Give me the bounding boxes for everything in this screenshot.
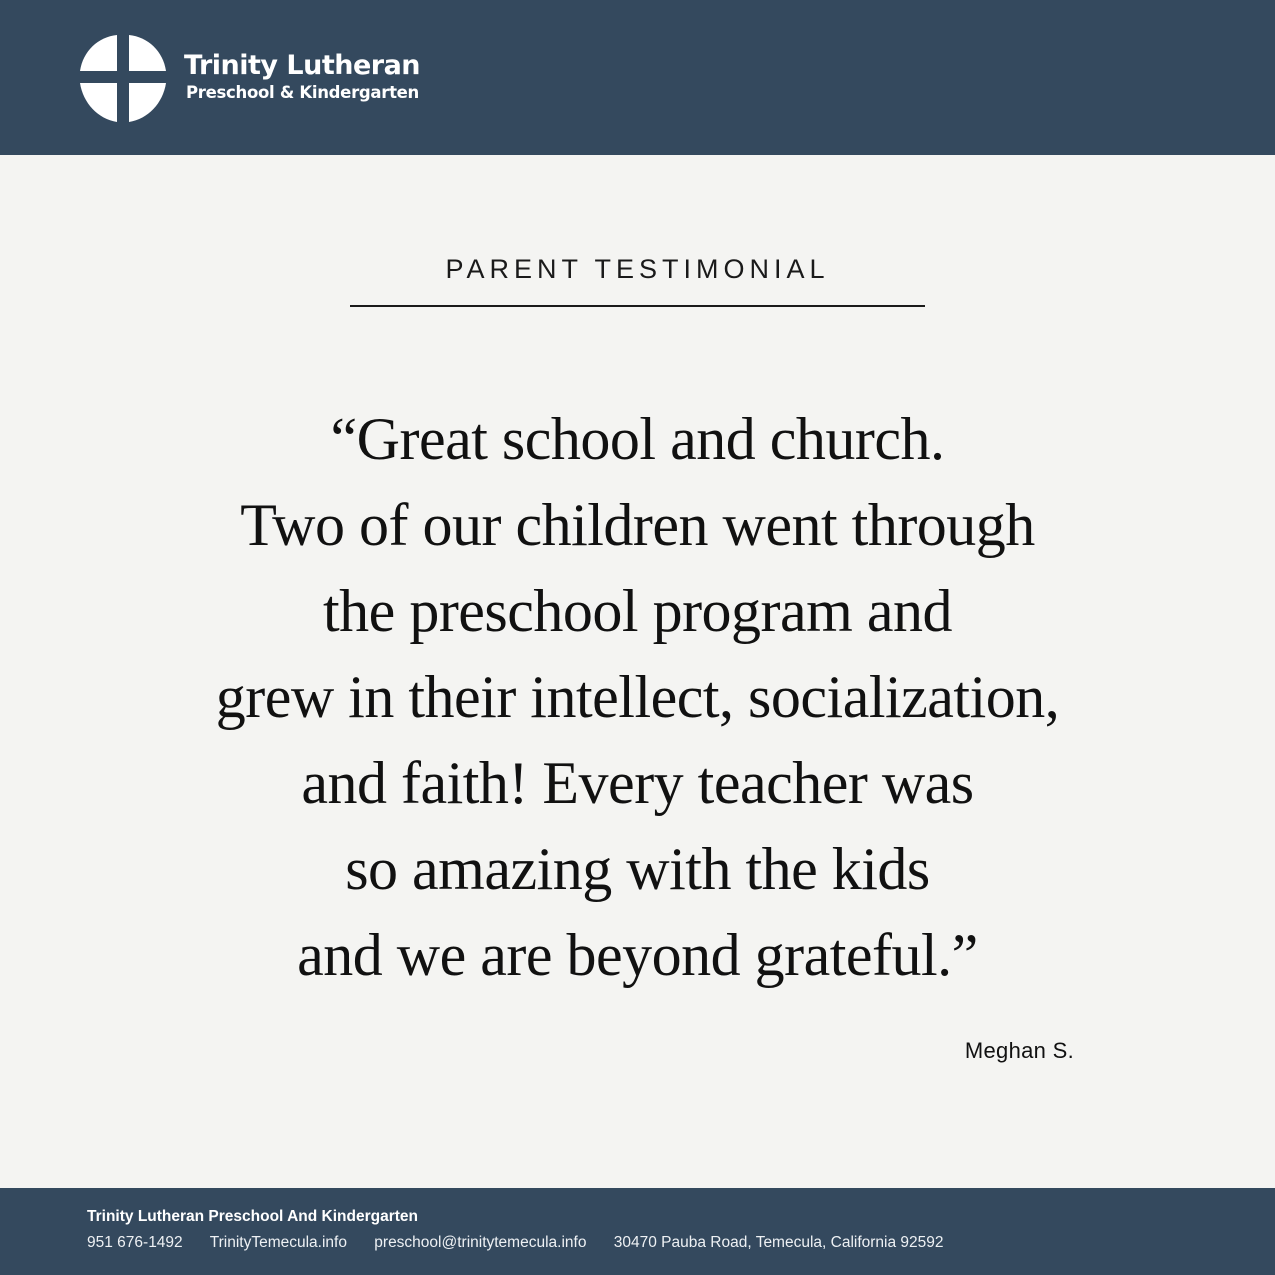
section-heading: PARENT TESTIMONIAL (445, 254, 830, 284)
testimonial-quote (100, 396, 1175, 998)
footer-email: preschool@trinitytemecula.info (374, 1234, 587, 1251)
heading-divider (350, 305, 925, 307)
quote-line: and faith! Every teacher was (301, 750, 974, 816)
quote-line: and we are beyond grateful.” (297, 922, 978, 988)
testimonial-author: Meghan S. (964, 1038, 1074, 1063)
footer-school-name: Trinity Lutheran Preschool And Kindergarten (87, 1208, 418, 1225)
footer-address: 30470 Pauba Road, Temecula, California 92592 (613, 1234, 944, 1251)
quote-line: grew in their intellect, socialization, (215, 664, 1060, 730)
brand-subtitle: Preschool & Kindergarten (186, 83, 420, 102)
quote-line: “Great school and church. (330, 406, 945, 472)
footer-contacts (87, 1233, 967, 1253)
brand-name: Trinity Lutheran (184, 50, 421, 81)
footer-website: TrinityTemecula.info (209, 1234, 347, 1251)
quote-line: so amazing with the kids (345, 836, 930, 902)
header-bar (0, 0, 1275, 155)
quote-line: Two of our children went through (240, 492, 1035, 558)
quote-line: the preschool program and (323, 578, 952, 644)
cross-circle-logo-icon (76, 31, 170, 127)
footer-phone: 951 676-1492 (87, 1234, 183, 1251)
footer-bar (0, 1188, 1275, 1275)
brand (184, 50, 420, 104)
